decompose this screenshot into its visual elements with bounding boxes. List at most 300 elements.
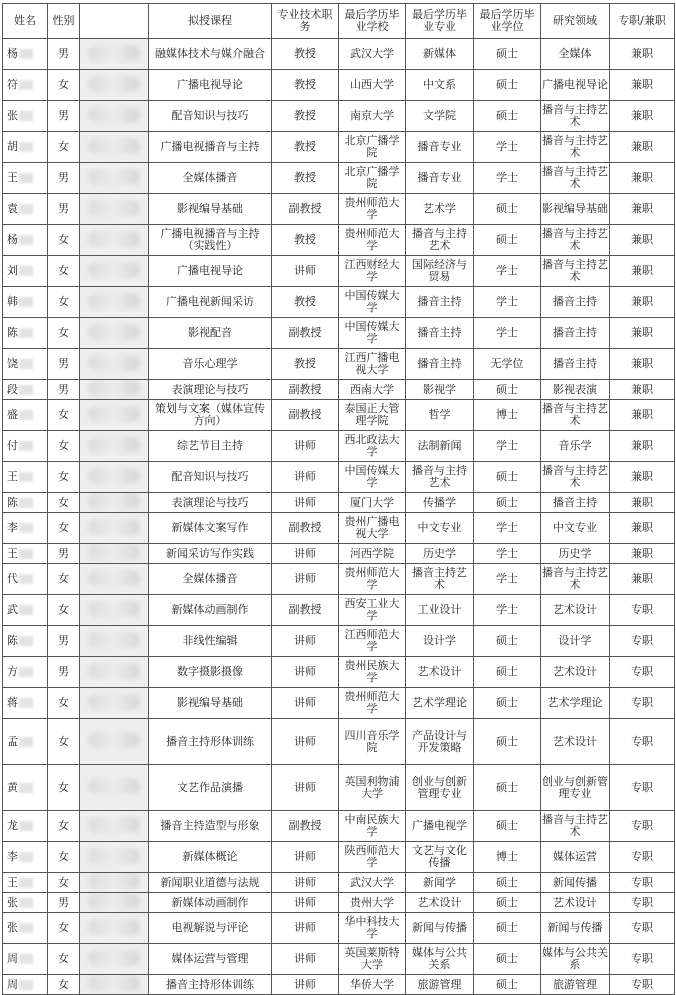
table-row xyxy=(3,719,675,765)
redacted-cell xyxy=(80,657,149,688)
cell-course: 新媒体概论 xyxy=(149,842,272,873)
cell-type: 专职 xyxy=(610,626,675,657)
header-school: 最后学历毕业学校 xyxy=(339,4,406,39)
redacted-cell xyxy=(80,595,149,626)
redacted-cell xyxy=(80,163,149,194)
cell-field: 全媒体 xyxy=(541,39,610,70)
cell-type: 专职 xyxy=(610,842,675,873)
cell-course: 广播电视播音与主持 xyxy=(149,132,272,163)
cell-title: 讲师 xyxy=(272,975,339,995)
cell-course: 新媒体动画制作 xyxy=(149,595,272,626)
redacted-cell xyxy=(80,493,149,513)
redaction-blur xyxy=(88,107,140,123)
cell-name xyxy=(3,873,48,893)
cell-name xyxy=(3,462,48,493)
name-mask xyxy=(19,737,33,747)
redaction-blur xyxy=(88,848,140,864)
redaction-blur xyxy=(88,468,140,484)
cell-major: 新媒体 xyxy=(406,39,474,70)
cell-type: 专职 xyxy=(610,893,675,913)
name-surname: 符 xyxy=(7,78,18,91)
cell-title: 讲师 xyxy=(272,913,339,944)
cell-major: 哲学 xyxy=(406,400,474,431)
cell-title: 副教授 xyxy=(272,513,339,544)
cell-gender: 男 xyxy=(48,657,80,688)
cell-degree: 学士 xyxy=(474,564,541,595)
cell-name xyxy=(3,256,48,287)
cell-name xyxy=(3,318,48,349)
cell-degree: 博士 xyxy=(474,842,541,873)
cell-field: 播音主持 xyxy=(541,287,610,318)
cell-gender: 女 xyxy=(48,493,80,513)
cell-name xyxy=(3,626,48,657)
name-mask xyxy=(19,783,33,793)
cell-title: 副教授 xyxy=(272,400,339,431)
cell-degree: 硕士 xyxy=(474,101,541,132)
cell-name xyxy=(3,842,48,873)
redaction-blur xyxy=(88,519,140,535)
cell-major: 文艺与文化传播 xyxy=(406,842,474,873)
cell-school: 贵州师范大学 xyxy=(339,225,406,256)
cell-course: 广播电视新闻采访 xyxy=(149,287,272,318)
cell-gender: 女 xyxy=(48,462,80,493)
redaction-blur xyxy=(88,406,140,422)
redaction-blur xyxy=(88,45,140,61)
cell-course: 文艺作品演播 xyxy=(149,765,272,811)
cell-field: 影视编导基础 xyxy=(541,194,610,225)
cell-field: 艺术设计 xyxy=(541,595,610,626)
name-surname: 张 xyxy=(7,921,18,934)
cell-degree: 硕士 xyxy=(474,39,541,70)
cell-school: 江西广播电视大学 xyxy=(339,349,406,380)
cell-degree: 硕士 xyxy=(474,462,541,493)
cell-degree: 硕士 xyxy=(474,893,541,913)
redacted-cell xyxy=(80,101,149,132)
cell-degree: 硕士 xyxy=(474,719,541,765)
cell-field: 播音主持 xyxy=(541,318,610,349)
table-row xyxy=(3,944,675,975)
cell-degree: 硕士 xyxy=(474,913,541,944)
name-surname: 陈 xyxy=(7,495,18,509)
cell-major: 产品设计与开发策略 xyxy=(406,719,474,765)
header-type: 专职/兼职 xyxy=(610,4,675,39)
cell-school: 武汉大学 xyxy=(339,873,406,893)
cell-gender: 女 xyxy=(48,719,80,765)
table-row xyxy=(3,132,675,163)
cell-course: 广播电视导论 xyxy=(149,70,272,101)
cell-degree: 硕士 xyxy=(474,380,541,400)
cell-major: 设计学 xyxy=(406,626,474,657)
table-row xyxy=(3,462,675,493)
cell-major: 国际经济与贸易 xyxy=(406,256,474,287)
cell-title: 副教授 xyxy=(272,380,339,400)
header-redacted xyxy=(80,4,149,39)
cell-type: 兼职 xyxy=(610,513,675,544)
redacted-cell xyxy=(80,893,149,913)
name-surname: 武 xyxy=(7,603,18,616)
redaction-blur xyxy=(88,169,140,185)
name-surname: 王 xyxy=(7,875,18,889)
cell-gender: 男 xyxy=(48,101,80,132)
header-degree: 最后学历毕业学位 xyxy=(474,4,541,39)
cell-name xyxy=(3,493,48,513)
cell-title: 教授 xyxy=(272,101,339,132)
redacted-cell xyxy=(80,811,149,842)
cell-field: 影视表演 xyxy=(541,380,610,400)
cell-field: 艺术设计 xyxy=(541,657,610,688)
name-surname: 陈 xyxy=(7,634,18,647)
name-mask xyxy=(19,523,33,533)
name-mask xyxy=(19,636,33,646)
cell-school: 中南民族大学 xyxy=(339,811,406,842)
cell-degree: 学士 xyxy=(474,318,541,349)
name-mask xyxy=(19,852,33,862)
cell-title: 讲师 xyxy=(272,462,339,493)
redaction-blur xyxy=(88,778,140,794)
name-mask xyxy=(19,266,33,276)
cell-field: 播音与主持艺术 xyxy=(541,101,610,132)
cell-course: 综艺节目主持 xyxy=(149,431,272,462)
name-surname: 杨 xyxy=(7,47,18,60)
redaction-blur xyxy=(88,231,140,247)
redaction-blur xyxy=(88,437,140,453)
cell-title: 讲师 xyxy=(272,564,339,595)
cell-school: 贵州大学 xyxy=(339,893,406,913)
cell-field: 播音主持 xyxy=(541,493,610,513)
cell-course: 全媒体播音 xyxy=(149,163,272,194)
cell-course: 广播电视导论 xyxy=(149,256,272,287)
cell-degree: 学士 xyxy=(474,513,541,544)
cell-field: 设计学 xyxy=(541,626,610,657)
cell-course: 新闻采访写作实践 xyxy=(149,544,272,564)
name-mask xyxy=(19,359,33,369)
name-surname: 蒋 xyxy=(7,696,18,709)
cell-course: 音乐心理学 xyxy=(149,349,272,380)
cell-course: 策划与文案（媒体宣传方向） xyxy=(149,400,272,431)
header-major: 最后学历毕业专业 xyxy=(406,4,474,39)
cell-school: 厦门大学 xyxy=(339,493,406,513)
name-mask xyxy=(19,111,33,121)
cell-major: 传播学 xyxy=(406,493,474,513)
cell-degree: 硕士 xyxy=(474,70,541,101)
redaction-blur xyxy=(88,919,140,935)
table-row xyxy=(3,657,675,688)
cell-title: 讲师 xyxy=(272,256,339,287)
cell-major: 播音主持艺术 xyxy=(406,564,474,595)
redacted-cell xyxy=(80,873,149,893)
cell-type: 专职 xyxy=(610,765,675,811)
cell-gender: 女 xyxy=(48,431,80,462)
cell-course: 配音知识与技巧 xyxy=(149,101,272,132)
cell-type: 专职 xyxy=(610,913,675,944)
cell-field: 播音与主持艺术 xyxy=(541,132,610,163)
cell-degree: 硕士 xyxy=(474,765,541,811)
name-surname: 周 xyxy=(7,977,18,991)
name-mask xyxy=(19,878,33,888)
name-surname: 付 xyxy=(7,439,18,452)
cell-title: 教授 xyxy=(272,225,339,256)
cell-gender: 女 xyxy=(48,595,80,626)
cell-course: 非线性编辑 xyxy=(149,626,272,657)
table-row xyxy=(3,765,675,811)
cell-title: 讲师 xyxy=(272,842,339,873)
redacted-cell xyxy=(80,462,149,493)
cell-major: 历史学 xyxy=(406,544,474,564)
cell-school: 西南大学 xyxy=(339,380,406,400)
table-row xyxy=(3,564,675,595)
redaction-blur xyxy=(88,663,140,679)
name-surname: 方 xyxy=(7,665,18,678)
cell-course: 表演理论与技巧 xyxy=(149,380,272,400)
name-surname: 段 xyxy=(7,382,18,396)
table-row xyxy=(3,287,675,318)
redaction-blur xyxy=(88,380,140,396)
cell-field: 播音与主持艺术 xyxy=(541,564,610,595)
name-surname: 饶 xyxy=(7,357,18,370)
cell-degree: 硕士 xyxy=(474,975,541,995)
table-row xyxy=(3,70,675,101)
cell-title: 讲师 xyxy=(272,626,339,657)
cell-degree: 硕士 xyxy=(474,688,541,719)
table-row xyxy=(3,544,675,564)
redaction-blur xyxy=(88,138,140,154)
cell-degree: 无学位 xyxy=(474,349,541,380)
cell-school: 泰国正大管理学院 xyxy=(339,400,406,431)
cell-degree: 硕士 xyxy=(474,225,541,256)
cell-course: 新媒体文案写作 xyxy=(149,513,272,544)
header-row xyxy=(3,4,675,39)
cell-school: 西北政法大学 xyxy=(339,431,406,462)
redaction-blur xyxy=(88,601,140,617)
cell-major: 播音主持 xyxy=(406,287,474,318)
cell-major: 中文专业 xyxy=(406,513,474,544)
cell-gender: 女 xyxy=(48,287,80,318)
cell-major: 播音主持 xyxy=(406,318,474,349)
redaction-blur xyxy=(88,732,140,748)
cell-field: 播音与主持艺术 xyxy=(541,462,610,493)
cell-course: 播音主持造型与形象 xyxy=(149,811,272,842)
name-mask xyxy=(19,980,33,990)
cell-field: 艺术设计 xyxy=(541,719,610,765)
cell-name xyxy=(3,287,48,318)
table-row xyxy=(3,893,675,913)
cell-gender: 女 xyxy=(48,873,80,893)
table-row xyxy=(3,431,675,462)
name-surname: 王 xyxy=(7,546,18,560)
name-mask xyxy=(19,954,33,964)
cell-type: 专职 xyxy=(610,873,675,893)
cell-field: 音乐学 xyxy=(541,431,610,462)
name-mask xyxy=(19,667,33,677)
cell-type: 兼职 xyxy=(610,462,675,493)
header-course: 拟授课程 xyxy=(149,4,272,39)
name-mask xyxy=(19,898,33,908)
header-field: 研究领域 xyxy=(541,4,610,39)
table-row xyxy=(3,688,675,719)
cell-course: 电视解说与评论 xyxy=(149,913,272,944)
cell-gender: 女 xyxy=(48,811,80,842)
cell-gender: 女 xyxy=(48,688,80,719)
table-row xyxy=(3,101,675,132)
cell-degree: 学士 xyxy=(474,287,541,318)
cell-school: 中国传媒大学 xyxy=(339,287,406,318)
cell-major: 艺术学 xyxy=(406,194,474,225)
cell-title: 教授 xyxy=(272,287,339,318)
cell-type: 兼职 xyxy=(610,101,675,132)
table-row xyxy=(3,513,675,544)
cell-title: 讲师 xyxy=(272,765,339,811)
cell-gender: 女 xyxy=(48,913,80,944)
cell-type: 兼职 xyxy=(610,431,675,462)
name-mask xyxy=(19,821,33,831)
redacted-cell xyxy=(80,39,149,70)
cell-type: 专职 xyxy=(610,688,675,719)
cell-gender: 女 xyxy=(48,564,80,595)
cell-title: 教授 xyxy=(272,349,339,380)
redacted-cell xyxy=(80,431,149,462)
cell-name xyxy=(3,194,48,225)
cell-type: 专职 xyxy=(610,719,675,765)
redacted-cell xyxy=(80,719,149,765)
cell-gender: 女 xyxy=(48,975,80,995)
cell-title: 讲师 xyxy=(272,893,339,913)
cell-name xyxy=(3,431,48,462)
name-surname: 盛 xyxy=(7,408,18,421)
cell-degree: 学士 xyxy=(474,163,541,194)
cell-title: 副教授 xyxy=(272,811,339,842)
cell-field: 媒体运营 xyxy=(541,842,610,873)
name-surname: 张 xyxy=(7,895,18,909)
cell-gender: 男 xyxy=(48,163,80,194)
cell-title: 讲师 xyxy=(272,873,339,893)
cell-major: 艺术学理论 xyxy=(406,688,474,719)
redacted-cell xyxy=(80,544,149,564)
name-surname: 袁 xyxy=(7,202,18,215)
cell-degree: 硕士 xyxy=(474,493,541,513)
cell-field: 创业与创新管理专业 xyxy=(541,765,610,811)
cell-type: 兼职 xyxy=(610,70,675,101)
cell-major: 艺术设计 xyxy=(406,657,474,688)
cell-major: 播音与主持艺术 xyxy=(406,462,474,493)
redaction-blur xyxy=(88,975,140,991)
name-surname: 杨 xyxy=(7,233,18,246)
redaction-blur xyxy=(88,262,140,278)
table-row xyxy=(3,913,675,944)
cell-type: 兼职 xyxy=(610,380,675,400)
name-mask xyxy=(19,574,33,584)
cell-field: 新闻与传播 xyxy=(541,913,610,944)
name-mask xyxy=(19,498,33,508)
cell-name xyxy=(3,513,48,544)
redaction-blur xyxy=(88,694,140,710)
redacted-cell xyxy=(80,400,149,431)
cell-name xyxy=(3,70,48,101)
redaction-blur xyxy=(88,76,140,92)
cell-school: 贵州师范大学 xyxy=(339,564,406,595)
name-mask xyxy=(19,204,33,214)
faculty-table xyxy=(2,3,675,995)
cell-gender: 女 xyxy=(48,944,80,975)
cell-title: 教授 xyxy=(272,132,339,163)
name-mask xyxy=(19,297,33,307)
cell-course: 全媒体播音 xyxy=(149,564,272,595)
cell-name xyxy=(3,944,48,975)
cell-school: 南京大学 xyxy=(339,101,406,132)
cell-course: 新闻职业道德与法规 xyxy=(149,873,272,893)
cell-type: 专职 xyxy=(610,811,675,842)
cell-major: 播音主持 xyxy=(406,349,474,380)
cell-course: 表演理论与技巧 xyxy=(149,493,272,513)
cell-school: 西安工业大学 xyxy=(339,595,406,626)
cell-name xyxy=(3,765,48,811)
cell-degree: 硕士 xyxy=(474,194,541,225)
redaction-blur xyxy=(88,570,140,586)
cell-major: 广播电视学 xyxy=(406,811,474,842)
cell-major: 播音与主持艺术 xyxy=(406,225,474,256)
cell-course: 广播电视播音与主持（实践性） xyxy=(149,225,272,256)
cell-major: 播音专业 xyxy=(406,163,474,194)
table-row xyxy=(3,842,675,873)
cell-degree: 硕士 xyxy=(474,811,541,842)
table-row xyxy=(3,400,675,431)
cell-name xyxy=(3,544,48,564)
cell-gender: 男 xyxy=(48,380,80,400)
cell-gender: 女 xyxy=(48,225,80,256)
cell-major: 媒体与公共关系 xyxy=(406,944,474,975)
cell-name xyxy=(3,893,48,913)
table-row xyxy=(3,975,675,995)
cell-course: 影视配音 xyxy=(149,318,272,349)
redacted-cell xyxy=(80,318,149,349)
table-body xyxy=(3,39,675,995)
cell-degree: 学士 xyxy=(474,132,541,163)
redaction-blur xyxy=(88,817,140,833)
table-row xyxy=(3,595,675,626)
cell-title: 副教授 xyxy=(272,318,339,349)
name-mask xyxy=(19,142,33,152)
redaction-blur xyxy=(88,544,140,560)
name-surname: 胡 xyxy=(7,140,18,153)
cell-field: 媒体与公共关系 xyxy=(541,944,610,975)
cell-course: 数字摄影摄像 xyxy=(149,657,272,688)
cell-major: 新闻学 xyxy=(406,873,474,893)
cell-course: 新媒体动画制作 xyxy=(149,893,272,913)
cell-type: 专职 xyxy=(610,975,675,995)
redaction-blur xyxy=(88,893,140,909)
redaction-blur xyxy=(88,493,140,509)
cell-major: 艺术设计 xyxy=(406,893,474,913)
name-surname: 龙 xyxy=(7,819,18,832)
cell-field: 中文专业 xyxy=(541,513,610,544)
cell-course: 配音知识与技巧 xyxy=(149,462,272,493)
cell-school: 贵州民族大学 xyxy=(339,657,406,688)
cell-name xyxy=(3,39,48,70)
cell-school: 中国传媒大学 xyxy=(339,318,406,349)
name-surname: 李 xyxy=(7,850,18,863)
name-surname: 李 xyxy=(7,521,18,534)
cell-title: 讲师 xyxy=(272,493,339,513)
cell-gender: 男 xyxy=(48,39,80,70)
cell-type: 兼职 xyxy=(610,544,675,564)
cell-gender: 男 xyxy=(48,893,80,913)
cell-course: 播音主持形体训练 xyxy=(149,975,272,995)
redacted-cell xyxy=(80,626,149,657)
cell-school: 江西师范大学 xyxy=(339,626,406,657)
cell-course: 媒体运营与管理 xyxy=(149,944,272,975)
cell-school: 北京广播学院 xyxy=(339,163,406,194)
cell-type: 专职 xyxy=(610,595,675,626)
table-row xyxy=(3,194,675,225)
